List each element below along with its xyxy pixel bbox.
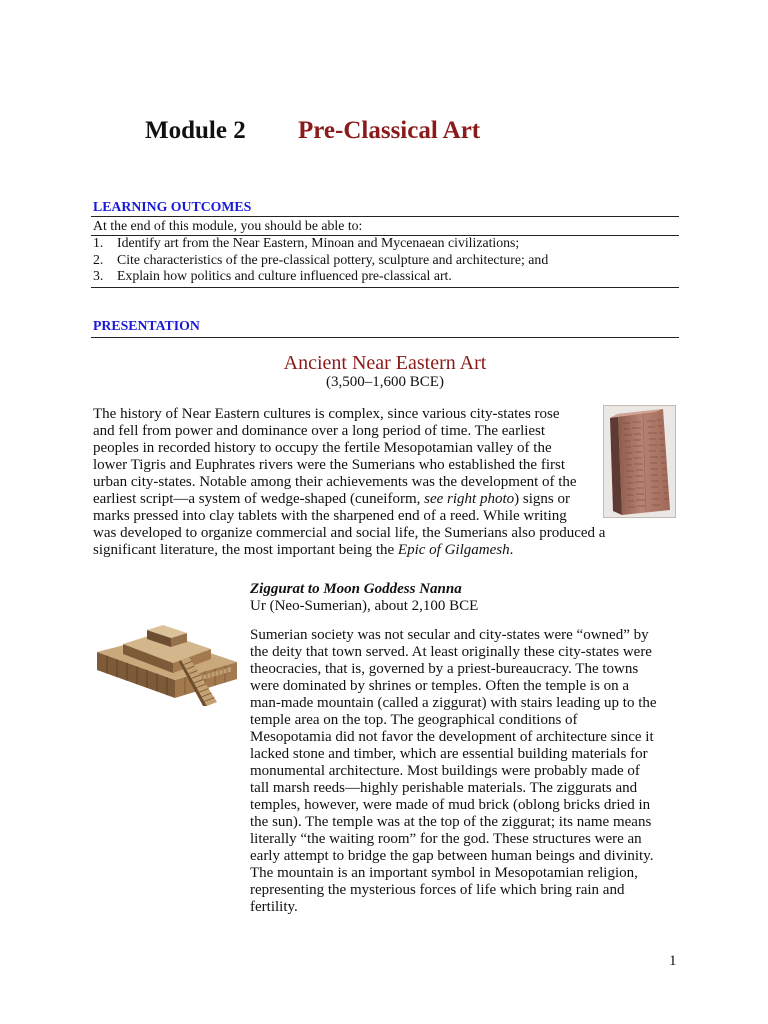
text-line <box>93 491 605 508</box>
list-number: 1. <box>93 235 104 250</box>
body-paragraph <box>250 627 657 916</box>
cuneiform-tablet-photo <box>603 405 676 518</box>
module-label: Module 2 <box>145 117 246 144</box>
text-run: earliest script—a system of wedge-shaped (cuneiform, <box>93 491 425 507</box>
text-line: temple area on the top. The geographical conditions of <box>250 712 578 728</box>
text-line: monumental architecture. Most buildings were probably made of <box>250 763 640 779</box>
text-line: fertility. <box>250 899 298 915</box>
text-line: theocracies, that is, governed by a priest-bureaucracy. The towns <box>250 661 639 677</box>
text-line: urban city-states. Notable among their achievements was the development of the <box>93 474 577 490</box>
text-line: The mountain is an important symbol in Mesopotamian religion, <box>250 865 638 881</box>
module-title: Pre-Classical Art <box>298 117 481 144</box>
text-line: the deity that town served. At least originally these city-states were <box>250 644 652 660</box>
text-line: literally “the waiting room” for the god. These structures were an <box>250 831 642 847</box>
list-item <box>93 235 548 252</box>
text-line: marks pressed into clay tablets with the sharpened end of a reed. While writing <box>93 508 567 524</box>
list-item-text: Cite characteristics of the pre-classical pottery, sculpture and architecture; and <box>117 251 549 267</box>
divider-rule <box>91 337 679 338</box>
text-line: was developed to organize commercial and social life, the Sumerians also produced a <box>93 525 606 541</box>
list-item <box>93 252 548 269</box>
section-title: Ancient Near Eastern Art <box>283 352 487 374</box>
text-line: tall marsh reeds—highly perishable materials. The ziggurats and <box>250 780 638 796</box>
list-number: 2. <box>93 251 104 267</box>
learning-outcomes-heading: LEARNING OUTCOMES <box>93 199 252 214</box>
text-run: significant literature, the most important being the <box>93 542 398 558</box>
divider-rule <box>91 287 679 288</box>
page-number: 1 <box>669 953 677 969</box>
list-number: 3. <box>93 268 104 283</box>
text-line: representing the mysterious forces of life which bring rain and <box>250 882 625 898</box>
text-line: Mesopotamia did not favor the development of architecture since it <box>250 729 654 745</box>
intro-paragraph <box>93 406 605 559</box>
text-line: The history of Near Eastern cultures is complex, since various city-states rose <box>93 406 560 422</box>
text-line: lacked stone and timber, which are essential building materials for <box>250 746 648 762</box>
text-line: lower Tigris and Euphrates rivers were the Sumerians who established the first <box>93 457 565 473</box>
figure-caption <box>250 581 478 615</box>
italic-text: Epic of Gilgamesh <box>397 542 510 558</box>
text-line <box>93 542 605 559</box>
text-line: man-made mountain (called a ziggurat) with stairs leading up to the <box>250 695 657 711</box>
text-line: the sun). The temple was at the top of the ziggurat; its name means <box>250 814 652 830</box>
list-item-text: Identify art from the Near Eastern, Minoan and Mycenaean civilizations; <box>117 235 520 250</box>
text-line: Sumerian society was not secular and city-states were “owned” by <box>250 627 649 643</box>
italic-text: see right photo <box>424 491 515 507</box>
list-item-text: Explain how politics and culture influenced pre-classical art. <box>117 268 452 283</box>
presentation-heading: PRESENTATION <box>93 318 200 333</box>
text-line: peoples in recorded history to occupy the fertile Mesopotamian valley of the <box>93 440 552 456</box>
figure-caption-detail: Ur (Neo-Sumerian), about 2,100 BCE <box>250 598 479 614</box>
text-line: early attempt to bridge the gap between human beings and divinity. <box>250 848 654 864</box>
section-dates: (3,500–1,600 BCE) <box>326 374 444 390</box>
learning-outcomes-intro: At the end of this module, you should be able to: <box>93 218 363 233</box>
text-line: temples, however, were made of mud brick (oblong bricks dried in <box>250 797 651 813</box>
text-run: ) signs or <box>514 491 570 507</box>
text-line: and fell from power and dominance over a long period of time. The earliest <box>93 423 546 439</box>
list-item <box>93 268 548 285</box>
learning-outcomes-list <box>93 235 548 285</box>
ziggurat-photo <box>95 622 239 706</box>
text-run: . <box>509 542 514 558</box>
figure-caption-title: Ziggurat to Moon Goddess Nanna <box>250 581 462 597</box>
text-line: were dominated by shrines or temples. Often the temple is on a <box>250 678 630 694</box>
